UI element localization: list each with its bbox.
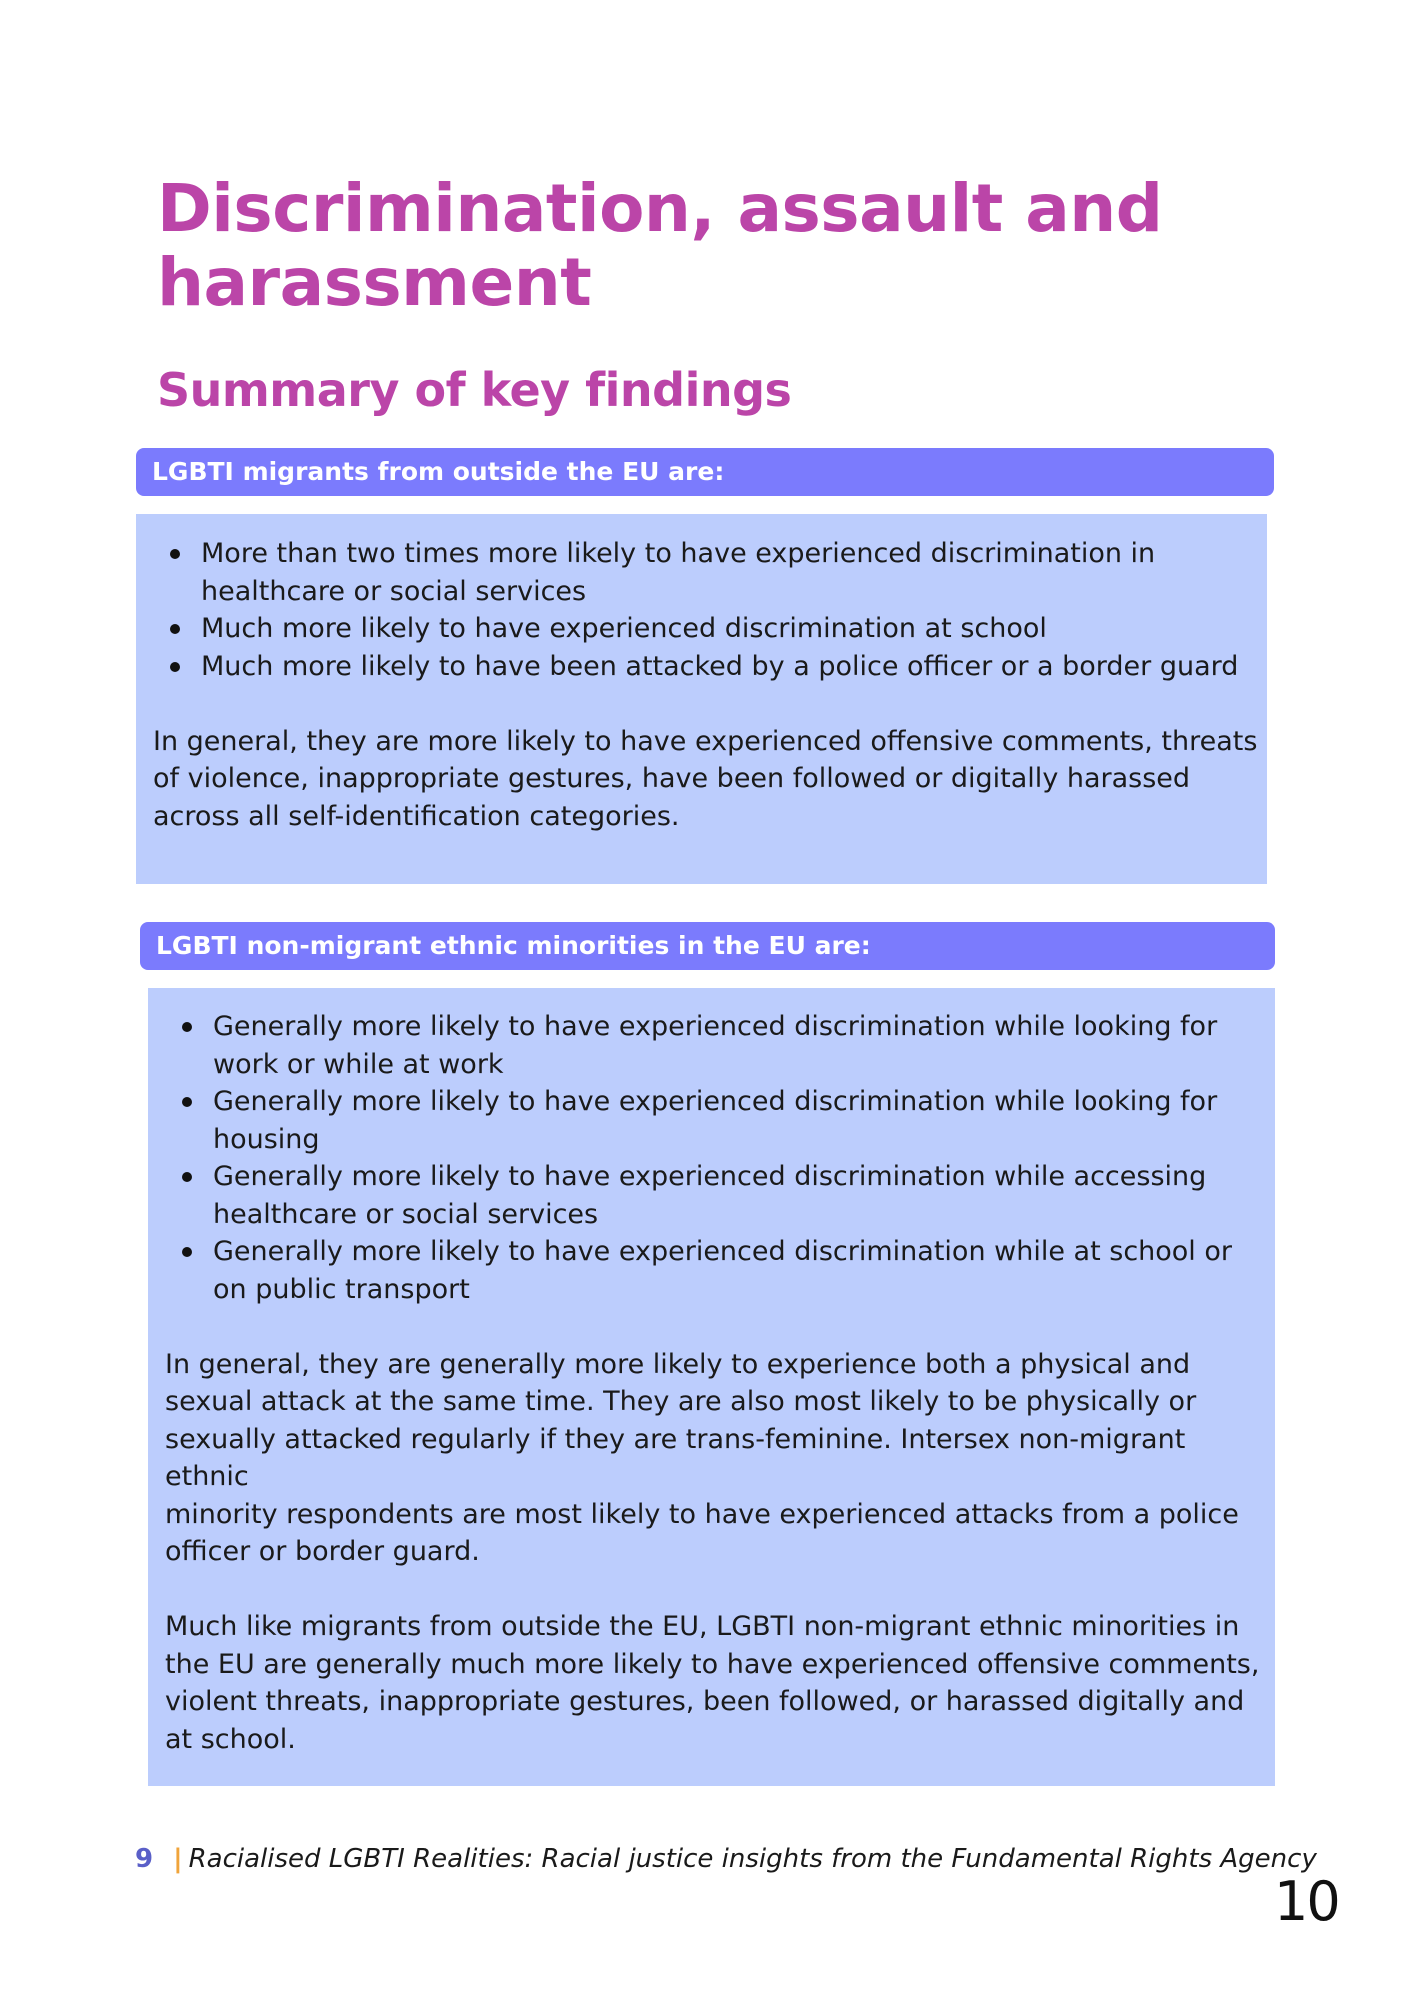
list-item bbox=[153, 535, 1267, 610]
migrants-bullet-list bbox=[153, 535, 1267, 685]
bullet-line: housing bbox=[213, 1123, 320, 1155]
migrants-section-header: LGBTI migrants from outside the EU are: bbox=[136, 448, 1274, 496]
bullet-line: Generally more likely to have experienced discrimination while looking for bbox=[213, 1011, 1218, 1042]
bullet-dot-icon bbox=[182, 1247, 192, 1257]
paragraph-line: violent threats, inappropriate gestures, been followed, or harassed digitally and bbox=[165, 1686, 1245, 1717]
footer-publication-title: Racialised LGBTI Realities: Racial justice insights from the Fundamental Rights Agency bbox=[188, 1844, 1317, 1874]
paragraph-line: Much like migrants from outside the EU, LGBTI non-migrant ethnic minorities in bbox=[165, 1611, 1240, 1642]
ethnic-minorities-findings-box bbox=[148, 988, 1275, 1786]
ethnic-minorities-bullet-list bbox=[165, 1008, 1275, 1308]
list-item bbox=[165, 1233, 1275, 1308]
ethnic-minorities-paragraph-1 bbox=[165, 1346, 1275, 1571]
migrants-findings-box bbox=[136, 514, 1267, 884]
bullet-line: healthcare or social services bbox=[213, 1198, 599, 1230]
list-item bbox=[153, 610, 1267, 648]
corner-page-number: 10 bbox=[1274, 1870, 1339, 1933]
bullet-dot-icon bbox=[182, 1097, 192, 1107]
paragraph-line: the EU are generally much more likely to have experienced offensive comments, bbox=[165, 1648, 1260, 1680]
footer-page-number: 9 bbox=[135, 1844, 154, 1874]
bullet-line: work or while at work bbox=[213, 1048, 504, 1080]
bullet-line: healthcare or social services bbox=[201, 575, 587, 607]
bullet-dot-icon bbox=[170, 624, 180, 634]
paragraph-line: sexually attacked regularly if they are trans-feminine. Intersex non-migrant ethnic bbox=[165, 1423, 1186, 1492]
paragraph-line: across all self-identification categories. bbox=[153, 800, 680, 832]
bullet-line: Much more likely to have experienced discrimination at school bbox=[201, 613, 1047, 644]
page-footer bbox=[135, 1841, 1317, 1877]
list-item bbox=[165, 1158, 1275, 1233]
bullet-line: Much more likely to have been attacked by a police officer or a border guard bbox=[201, 650, 1239, 682]
bullet-line: Generally more likely to have experienced discrimination while looking for bbox=[213, 1086, 1218, 1117]
paragraph-line: officer or border guard. bbox=[165, 1536, 480, 1567]
bullet-dot-icon bbox=[170, 549, 180, 559]
list-item bbox=[153, 648, 1267, 686]
paragraph-line: minority respondents are most likely to have experienced attacks from a police bbox=[165, 1498, 1239, 1530]
bullet-dot-icon bbox=[182, 1172, 192, 1182]
ethnic-minorities-paragraph-2 bbox=[165, 1608, 1275, 1758]
bullet-line: on public transport bbox=[213, 1273, 470, 1305]
paragraph-line: sexual attack at the same time. They are also most likely to be physically or bbox=[165, 1386, 1197, 1417]
paragraph-line: at school. bbox=[165, 1723, 296, 1755]
paragraph-line: In general, they are generally more likely to experience both a physical and bbox=[165, 1348, 1191, 1380]
footer-separator: | bbox=[173, 1844, 183, 1874]
paragraph-line: In general, they are more likely to have experienced offensive comments, threats bbox=[153, 725, 1258, 757]
page-title-line-2: harassment bbox=[157, 244, 592, 321]
bullet-line: Generally more likely to have experienced discrimination while accessing bbox=[213, 1161, 1207, 1192]
ethnic-minorities-section-header: LGBTI non-migrant ethnic minorities in the EU are: bbox=[140, 922, 1275, 970]
bullet-dot-icon bbox=[170, 662, 180, 672]
section-subtitle: Summary of key findings bbox=[157, 363, 792, 417]
migrants-summary-paragraph bbox=[153, 723, 1267, 836]
bullet-dot-icon bbox=[182, 1022, 192, 1032]
bullet-line: More than two times more likely to have experienced discrimination in bbox=[201, 538, 1156, 569]
paragraph-line: of violence, inappropriate gestures, have been followed or digitally harassed bbox=[153, 763, 1191, 794]
page-title bbox=[157, 172, 1307, 320]
list-item bbox=[165, 1083, 1275, 1158]
list-item bbox=[165, 1008, 1275, 1083]
bullet-line: Generally more likely to have experienced discrimination while at school or bbox=[213, 1236, 1233, 1267]
page-title-line-1: Discrimination, assault and bbox=[157, 170, 1163, 247]
